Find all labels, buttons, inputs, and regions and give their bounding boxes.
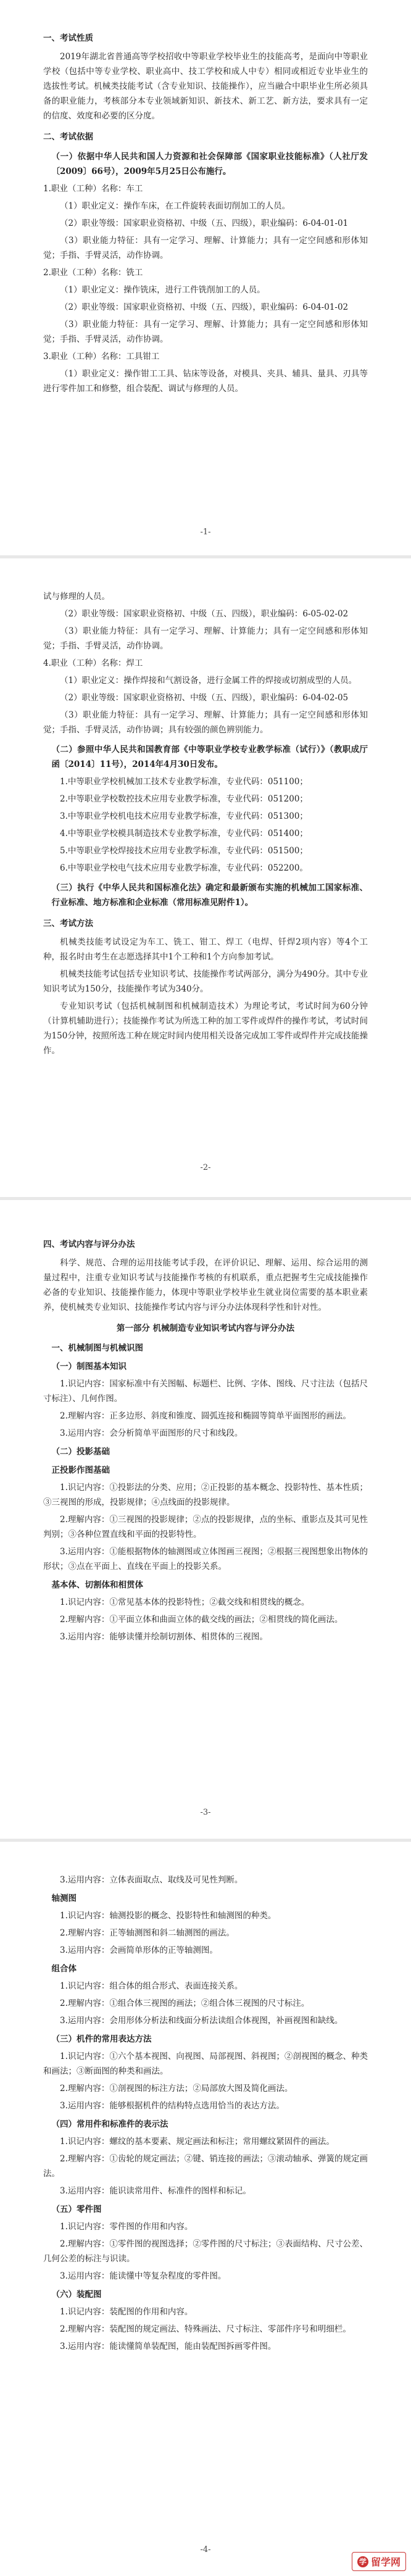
paragraph: 6.中等职业学校电气技术应用专业教学标准，专业代码：052200。 <box>60 863 308 873</box>
page-number: -3- <box>200 1808 211 1817</box>
paragraph: （1）职业定义：操作钳工工具、钻床等设备，对模具、夹具、辅具、量具、刃具等进行零件加工和修整，组合装配、调试与修理的人员。 <box>43 369 368 394</box>
section-heading: （一）依据中华人民共和国人力资源和社会保障部《国家职业技能标准》（人社厅发〔2009〕66号），2009年5月25日公布施行。 <box>51 152 368 176</box>
paragraph: （3）职业能力特征：具有一定学习、理解、计算能力；具有一定空间感和形体知觉；手指、手臂灵活，动作协调；具有较强的颜色辨别能力。 <box>43 710 368 735</box>
paragraph: （1）职业定义：操作焊接和气割设备，进行金属工件的焊接或切割成型的人员。 <box>60 676 357 685</box>
paragraph: 3.运用内容：能够读懂并绘制切割体、相贯体的三视图。 <box>60 1632 268 1642</box>
paragraph: 2.理解内容：①剖视图的标注方法；②局部放大图及简化画法。 <box>60 2084 293 2094</box>
paragraph: 4.中等职业学校模具制造技术专业教学标准，专业代码：051400； <box>60 829 308 839</box>
section-heading: 四、考试内容与评分办法 <box>43 1240 135 1249</box>
page-number: -4- <box>200 2545 211 2554</box>
paragraph: 1.中等职业学校机械加工技术专业教学标准，专业代码：051100； <box>60 777 308 787</box>
paragraph: （2）职业等级：国家职业资格初、中级（五、四级），职业编码：6-04-01-02 <box>60 302 349 312</box>
paragraph: 3.运用内容：能够根据机件的结构特点选用恰当的表达方法。 <box>60 2101 284 2111</box>
page-number: -1- <box>200 528 211 537</box>
paragraph: 2.中等职业学校数控技术应用专业教学标准，专业代码：051200； <box>60 794 308 804</box>
document-page-1 <box>0 0 411 555</box>
paragraph: 3.运用内容：会画简单形体的正等轴测图。 <box>60 1945 218 1955</box>
section-heading: （二）投影基础 <box>51 1447 110 1457</box>
paragraph: 机械类技能考试设定为车工、铣工、钳工、焊工（电焊、钎焊2项内容）等4个工种，报名时由考生在志愿选择其中1个工种和1个方向参加考试。 <box>43 937 368 962</box>
paragraph: 机械类技能考试包括专业知识考试、技能操作考试两部分，满分为490分。其中专业知识考试为150分，技能操作考试为340分。 <box>43 969 368 994</box>
document-page-3 <box>0 1200 411 1839</box>
page-content <box>43 589 368 1061</box>
paragraph: 2.理解内容：①平面立体和曲面立体的截交线的画法；②相贯线的简化画法。 <box>60 1615 343 1625</box>
paragraph: （3）职业能力特征：具有一定学习、理解、计算能力；具有一定空间感和形体知觉；手指、手臂灵活，动作协调。 <box>43 320 368 344</box>
paragraph: 3.运用内容：立体表面取点、取线及可见性判断。 <box>60 1875 243 1885</box>
page-content <box>43 25 368 399</box>
paragraph: （2）职业等级：国家职业资格初、中级（五、四级），职业编码：6-05-02-02 <box>60 609 349 619</box>
section-heading: 第一部分 机械制造专业知识考试内容与评分办法 <box>116 1323 295 1333</box>
paragraph: 1.识记内容：零件图的作用和内容。 <box>60 2222 193 2232</box>
paragraph: （3）职业能力特征：具有一定学习、理解、计算能力；具有一定空间感和形体知觉；手指、手臂灵活，动作协调。 <box>43 626 368 651</box>
paragraph: 2.理解内容：装配图的规定画法、特殊画法、尺寸标注、零部件序号和明细栏。 <box>60 2324 351 2334</box>
page-number: -2- <box>200 1163 211 1172</box>
watermark-logo-icon: 学 <box>357 2556 368 2567</box>
paragraph: 3.运用内容：能识读常用件、标准件的图样和标记。 <box>60 2186 251 2196</box>
paragraph: 2.理解内容：①组合体三视图的画法；②组合体三视图的尺寸标注。 <box>60 1998 310 2008</box>
paragraph: 2.理解内容：①齿轮的规定画法；②键、销连接的画法；③滚动轴承、弹簧的规定画法。 <box>43 2154 368 2179</box>
paragraph: 3.运用内容：能读懂中等复杂程度的零件图。 <box>60 2271 226 2281</box>
section-heading: （五）零件图 <box>51 2205 102 2214</box>
section-heading: 一、机械制图与机械识图 <box>51 1343 143 1353</box>
section-heading: （四）常用件和标准件的表示法 <box>51 2119 168 2129</box>
paragraph: 科学、规范、合理的运用技能考试手段，在评价识记、理解、运用、综合运用的测量过程中，注重专业知识考试与技能操作考核的有机联系，重点把握考生完成技能操作必备的专业知识、技能操作能力，体现中等职业学校毕业生就业岗位需要的基本职业素养，使机械类专业知识、技能操作考试内容与评分办法体现科学性和针对性。 <box>43 1258 368 1312</box>
paragraph: 1.职业（工种）名称：车工 <box>43 184 143 194</box>
paragraph: （1）职业定义：操作车床，在工件旋转表面切削加工的人员。 <box>60 201 291 211</box>
paragraph: （2）职业等级：国家职业资格初、中级（五、四级），职业编码：6-04-01-01 <box>60 218 349 228</box>
paragraph: 3.运用内容：能读懂简单装配图，能由装配图拆画零件图。 <box>60 2342 276 2351</box>
section-heading: 正投影作图基础 <box>51 1465 110 1475</box>
paragraph: 1.识记内容：轴测投影的概念、投影特性和轴测图的种类。 <box>60 1911 276 1921</box>
paragraph: 1.识记内容：国家标准中有关图幅、标题栏、比例、字体、图线、尺寸注法（包括尺寸标注）、几何作图。 <box>43 1379 368 1404</box>
paragraph: （2）职业等级：国家职业资格初、中级（五、四级），职业编码：6-04-02-05 <box>60 693 349 703</box>
paragraph: 3.运用内容：会分析简单平面图形的尺寸和线段。 <box>60 1428 243 1438</box>
section-heading: （二）参照中华人民共和国教育部《中等职业学校专业教学标准（试行）》（教职成厅函〔2014〕11号），2014年4月30日发布。 <box>51 745 368 769</box>
page-content <box>43 1231 368 1647</box>
section-heading: 基本体、切割体和相贯体 <box>51 1580 143 1590</box>
paragraph: 1.识记内容：装配图的作用和内容。 <box>60 2307 193 2317</box>
paragraph: 2.理解内容：①零件图的视图选择；②零件图的尺寸标注；③表面结构、尺寸公差、几何公差的标注与识读。 <box>43 2239 368 2264</box>
section-heading: 三、考试方法 <box>43 919 93 929</box>
paragraph: 2.理解内容：正多边形、斜度和锥度、圆弧连接和椭圆等简单平面图形的画法。 <box>60 1411 351 1421</box>
section-heading: （三）机件的常用表达方法 <box>51 2034 152 2044</box>
paragraph: 2.理解内容：正等轴测图和斜二轴测图的画法。 <box>60 1928 235 1938</box>
section-heading: （六）装配图 <box>51 2290 102 2300</box>
paragraph: （1）职业定义：操作铣床，进行工件铣削加工的人员。 <box>60 285 265 295</box>
paragraph: 专业知识考试（包括机械制图和机械制造技术）为理论考试，考试时间为60分钟（计算机辅助进行）；技能操作考试为所选工种的加工零件或焊件的操作考试，考试时间为150分钟，按照所选工种在规定时间内使用相关设备完成加工零件或焊件并完成技能操作。 <box>43 1001 368 1056</box>
paragraph: 3.运用内容：会用形体分析法和线面分析法读组合体视图，补画视图和缺线。 <box>60 2016 343 2026</box>
site-watermark <box>352 2552 406 2571</box>
paragraph: 2.理解内容：①三视图的投影规律；②点的投影规律，点的坐标、重影点及其可见性判别；③各种位置直线和平面的投影特性。 <box>43 1515 368 1539</box>
paragraph: 3.运用内容：①能根据物体的轴测图或立体图画三视图；②根据三视图想象出物体的形状；③点在平面上、直线在平面上的投影关系。 <box>43 1547 368 1572</box>
paragraph: 2.职业（工种）名称：铣工 <box>43 268 143 278</box>
paragraph: 1.识记内容：①六个基本视图、向视图、局部视图、斜视图；②剖视图的概念、种类和画法；③断面图的种类和画法。 <box>43 2052 368 2076</box>
document-page-4 <box>0 1842 411 2576</box>
paragraph: （3）职业能力特征：具有一定学习、理解、计算能力；具有一定空间感和形体知觉；手指、手臂灵活，动作协调。 <box>43 236 368 260</box>
paragraph: 试与修理的人员。 <box>43 592 110 602</box>
paragraph: 3.中等职业学校机电技术应用专业教学标准，专业代码：051300； <box>60 811 308 821</box>
paragraph: 1.识记内容：组合体的组合形式、表面连接关系。 <box>60 1981 243 1991</box>
section-heading: （一）制图基本知识 <box>51 1362 127 1372</box>
document-page-2 <box>0 558 411 1197</box>
section-heading: 轴测图 <box>51 1894 77 1903</box>
page-content <box>43 1873 368 2356</box>
section-heading: 一、考试性质 <box>43 33 93 43</box>
section-heading: 组合体 <box>51 1964 77 1974</box>
paragraph: 1.识记内容：螺纹的基本要素、规定画法和标注；常用螺纹紧固件的画法。 <box>60 2137 334 2147</box>
paragraph: 5.中等职业学校焊接技术应用专业教学标准，专业代码：051500； <box>60 846 308 856</box>
paragraph: 2019年湖北省普通高等学校招收中等职业学校毕业生的技能高考，是面向中等职业学校（包括中等专业学校、职业高中、技工学校和成人中专）相同或相近专业毕业生的选拔性考试。机械类技能考试（含专业知识、技能操作），应当融合中职毕业生所必须具备的职业能力，考核部分本专业领域新知识、新技术、新工艺、新方法，要求具有一定的信度、效度和必要的区分度。 <box>43 52 368 121</box>
paragraph: 3.职业（工种）名称：工具钳工 <box>43 352 160 362</box>
paragraph: 1.识记内容：①常见基本体的投影特性；②截交线和相贯线的概念。 <box>60 1597 310 1607</box>
paragraph: 1.识记内容：①投影法的分类、应用；②正投影的基本概念、投影特性、基本性质；③三视图的形成，投影规律；④点线面的投影规律。 <box>43 1483 368 1507</box>
paragraph: 4.职业（工种）名称：焊工 <box>43 658 143 668</box>
section-heading: 二、考试依据 <box>43 132 93 142</box>
section-heading: （三）执行《中华人民共和国标准化法》确定和最新颁布实施的机械加工国家标准、行业标准、地方标准和企业标准（常用标准见附件1）。 <box>51 883 368 908</box>
watermark-text: 留学网 <box>370 2556 401 2568</box>
